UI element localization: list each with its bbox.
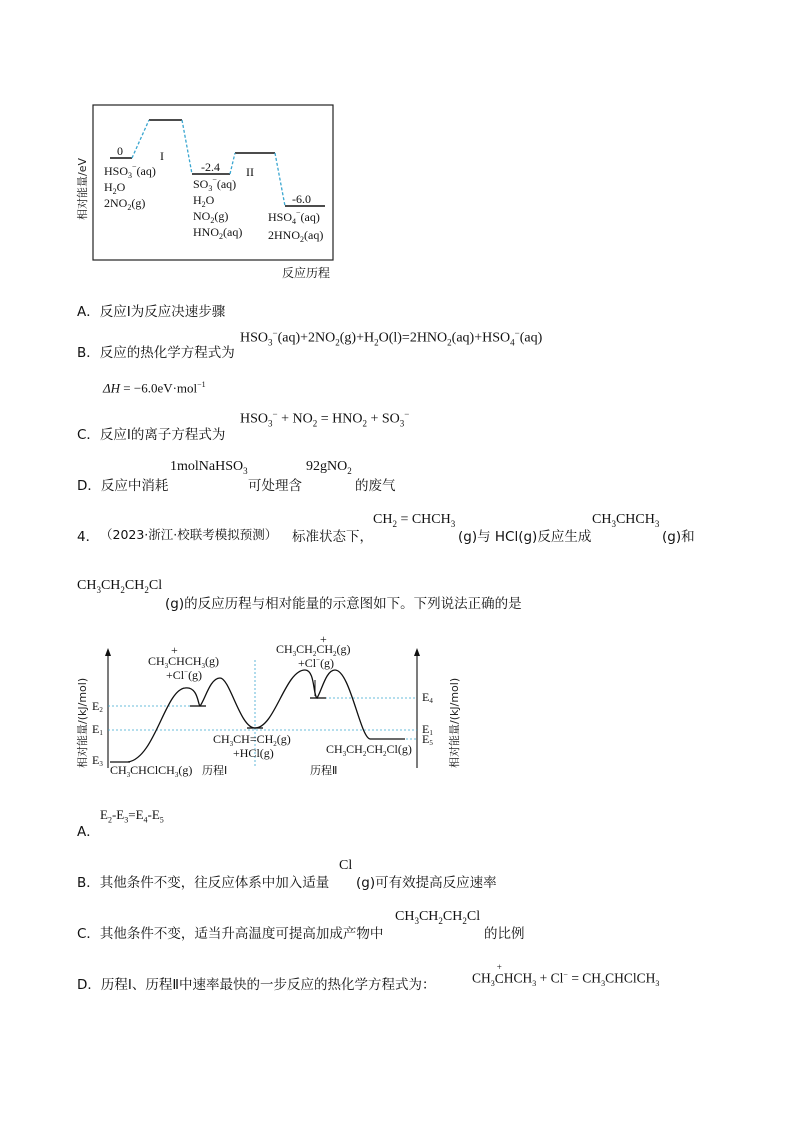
- q3-option-b-prefix: B．反应的热化学方程式为: [77, 345, 235, 361]
- fig2-ylabel-right: 相对能量/(kJ/mol): [448, 677, 461, 768]
- q4-stem-2: (g)与 HCl(g)反应生成: [458, 529, 592, 545]
- q4-number: 4．: [77, 529, 100, 545]
- level0-species-2: $H_2O$: [104, 180, 126, 196]
- q4-option-d-equation: $CH_3C$ + $HCH_3 + Cl^-$ = $CH_3CHClCH_3$: [472, 961, 660, 989]
- inter2-line2: +Cl−(g): [298, 656, 335, 670]
- level1-species-1: $SO_3^-(aq)$: [193, 175, 237, 193]
- q3-option-b-dh: ΔH = −6.0eV·mol$^{-1}$: [103, 380, 206, 396]
- label-e2: E2: [92, 699, 103, 714]
- level0-species-1: $HSO_3^-(aq)$: [104, 162, 156, 180]
- level1-value: -2.4: [201, 160, 220, 174]
- q4-option-c-prefix: C．其他条件不变，适当升高温度可提高加成产物中: [77, 926, 384, 942]
- level2-value: -6.0: [292, 192, 311, 206]
- step2-label: II: [246, 165, 254, 179]
- right-product: $CH_3CH_2CH_2Cl(g)$: [326, 742, 412, 758]
- label-e3: E3: [92, 753, 103, 768]
- q4-option-b-suffix: (g)可有效提高反应速率: [356, 875, 497, 891]
- q4-stem-1: 标准状态下，: [292, 529, 373, 545]
- fig2-ylabel-left: 相对能量/(kJ/mol): [76, 677, 89, 768]
- q4-propene: $CH_2$ = $CHCH_3$: [373, 512, 456, 529]
- q3-option-d-mid: 可处理含: [248, 478, 302, 494]
- level0-value: 0: [117, 144, 123, 158]
- energy-diagram-1: [70, 100, 350, 285]
- q3-option-c-prefix: C．反应Ⅰ的离子方程式为: [77, 427, 226, 443]
- q3-option-d-amount: 92gNO$_2$: [306, 459, 352, 476]
- q3-option-d-prefix: D．反应中消耗: [77, 478, 169, 494]
- q4-stem-4: (g)的反应历程与相对能量的示意图如下。下列说法正确的是: [165, 596, 522, 612]
- q3-option-a: A．反应Ⅰ为反应决速步骤: [77, 304, 226, 320]
- inter1-plus: +: [171, 643, 178, 657]
- q4-option-c-species: $CH_3CH_2CH_2Cl$: [395, 909, 481, 926]
- path1-label: 历程Ⅰ: [202, 764, 228, 777]
- fig1-ylabel: 相对能量/eV: [76, 158, 89, 220]
- level1-species-3: $NO_2(g)$: [193, 209, 229, 225]
- q3-option-c-equation: $HSO_3^- + NO_2 = HNO_2 + SO_3^-$: [240, 409, 410, 429]
- inter1-line2: +Cl−(g): [166, 668, 203, 682]
- q3-option-d-suffix: 的废气: [355, 478, 396, 494]
- inter2-plus: +: [320, 632, 327, 646]
- left-product: $CH_3CHClCH_3(g)$: [110, 763, 193, 779]
- level2-species-2: $2HNO_2(aq)$: [268, 228, 324, 244]
- q4-stem-3: (g)和: [662, 529, 695, 545]
- q4-option-b-species: Cl: [339, 858, 353, 873]
- level1-species-2: $H_2O$: [193, 193, 215, 209]
- q4-product-1: $CH_3CHCH_3$: [592, 512, 660, 529]
- q4-product-2: $CH_3CH_2CH_2Cl$: [77, 578, 163, 595]
- level1-species-4: $HNO_2(aq)$: [193, 225, 243, 241]
- label-e5: E5: [422, 732, 433, 747]
- inter2-line1: $CH_3CH_2CH_2(g)$: [276, 642, 351, 658]
- q4-source: （2023·浙江·校联考模拟预测）: [100, 527, 278, 542]
- q3-option-b-equation: $HSO_3^-(aq)+2NO_2(g)+H_2O(l)=2HNO_2(aq)+HSO_4^-(aq)$: [240, 328, 543, 348]
- label-e1-right: E1: [422, 722, 433, 737]
- path2-label: 历程Ⅱ: [310, 764, 338, 777]
- level0-species-3: $2NO_2(g)$: [104, 196, 146, 212]
- step1-label: I: [160, 149, 164, 163]
- energy-diagram-2: [70, 632, 480, 780]
- q4-option-c-suffix: 的比例: [484, 926, 525, 942]
- q4-option-a-letter: A．: [77, 824, 100, 840]
- mid-line2: +HCl(g): [233, 746, 274, 760]
- label-e1: E1: [92, 722, 103, 737]
- mid-line1: $CH_3CH=CH_2(g)$: [213, 732, 291, 748]
- q3-option-d-reagent: 1molNaHSO$_3$: [170, 459, 248, 476]
- label-e4: E4: [422, 690, 433, 705]
- fig1-xlabel: 反应历程: [282, 266, 331, 280]
- q4-option-d-prefix: D．历程Ⅰ、历程Ⅱ中速率最快的一步反应的热化学方程式为：: [77, 977, 436, 993]
- q4-option-a-expr: $E_2-E_3=E_4-E_5$: [100, 807, 164, 825]
- inter1-line1: $CH_3CHCH_3(g)$: [148, 654, 220, 670]
- q4-option-b-prefix: B．其他条件不变，往反应体系中加入适量: [77, 875, 330, 891]
- level2-species-1: $HSO_4^-(aq)$: [268, 208, 320, 226]
